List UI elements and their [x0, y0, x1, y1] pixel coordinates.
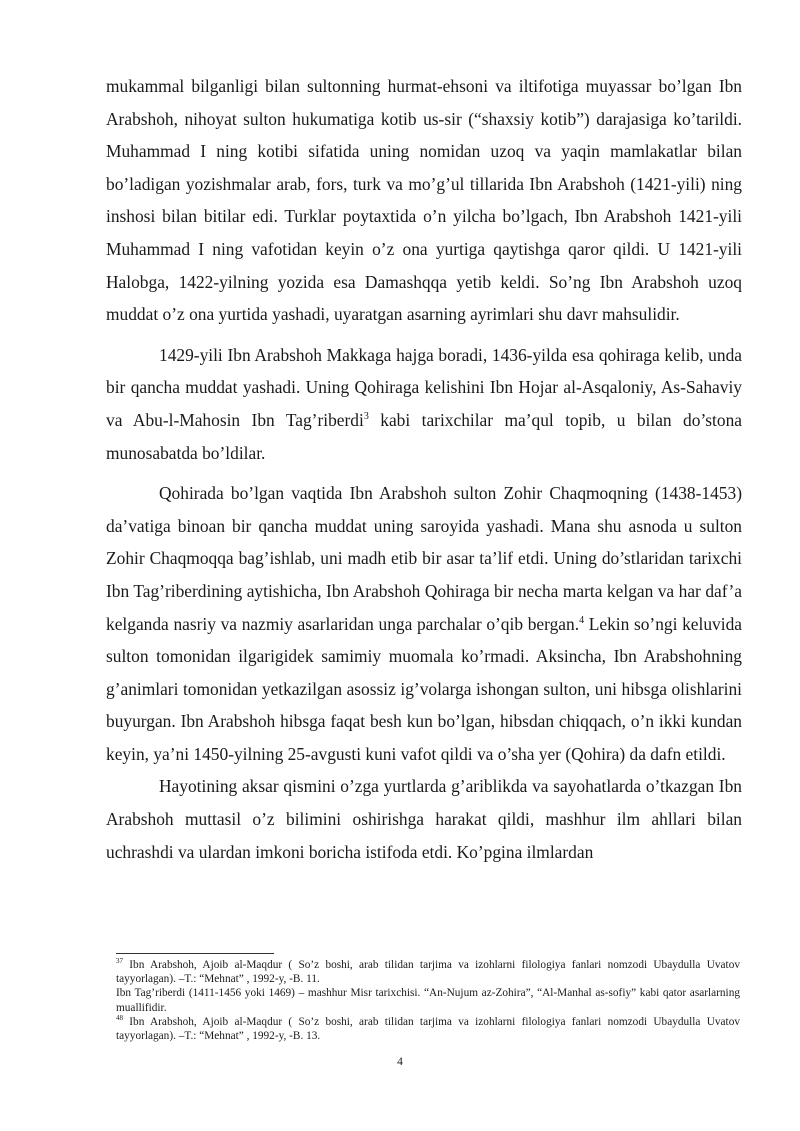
footnote-3	[116, 1015, 740, 1043]
paragraph-2	[106, 339, 742, 469]
footnote-1-text: Ibn Arabshoh, Ajoib al-Maqdur ( So’z boshi, arab tilidan tarjima va izohlarni filologiya fanlari nomzodi Ubaydulla Uvatov tayyorlagan). –T.: “Mehnat” , 1992-y, -B. 11.	[116, 959, 740, 986]
page-number: 4	[397, 1056, 403, 1068]
paragraph-1	[106, 70, 742, 331]
footnote-1-mark: 37	[116, 957, 123, 966]
footnote-3-text: Ibn Arabshoh, Ajoib al-Maqdur ( So’z boshi, arab tilidan tarjima va izohlarni filologiya fanlari nomzodi Ubaydulla Uvatov tayyorlagan). –T.: “Mehnat” , 1992-y, -B. 13.	[116, 1015, 740, 1043]
page-body	[106, 70, 742, 868]
footnote-2	[116, 986, 740, 1014]
footnote-2-text: Ibn Tag’riberdi (1411-1456 yoki 1469) – mashhur Misr tarixchisi. “An-Nujum az-Zohira”, “Al-Manhal as-sofiy” kabi qator asarlarning muallifidir.	[116, 987, 740, 1014]
paragraph-2-text-end: kabi tarixchilar ma’qul topib, u bilan do’stona munosabatda bo’ldilar.	[106, 409, 742, 463]
paragraph-1-text: mukammal bilganligi bilan sultonning hurmat-ehsoni va iltifotiga muyassar bo’lgan Ibn Arabshoh, nihoyat sulton hukumatiga kotib us-sir (“shaxsiy kotib”) darajasiga ko’tarildi. Muhammad I ning kotibi sifatida uning nomidan uzoq va yaqin mamlakatlar bilan bo’ladigan yozishmalar arab, fors, turk va mo’g’ul tillarida Ibn Arabshoh (1421-yili) ning inshosi bilan bitilar edi. Turklar poytaxtida o’n yilcha bo’lgach, Ibn Arabshoh 1421-yili Muhammad I ning vafotidan keyin o’z ona yurtiga qaytishga qaror qildi. U 1421-yili Halobga, 1422-yilning yozida esa Damashqqa yetib keldi. So’ng Ibn Arabshoh uzoq muddat o’z ona yurtida yashadi, uyaratgan asarning ayrimlari shu davr mahsulidir.	[106, 76, 742, 325]
paragraph-3-text: Qohirada bo’lgan vaqtida Ibn Arabshoh sulton Zohir Chaqmoqning (1438-1453) da’vatiga binoan bir qancha muddat uning saroyida yashadi. Mana shu asnoda u sulton Zohir Chaqmoqqa bag’ishlab, uni madh etib bir asar ta’lif etdi. Uning do’stlaridan tarixchi Ibn Tag’riberdining aytishicha, Ibn Arabshoh Qohiraga bir necha marta kelgan va har daf’a kelganda nasriy va nazmiy asarlaridan unga parchalar o’qib bergan.	[106, 483, 742, 634]
footnote-ref-3[interactable]: 3	[363, 411, 369, 423]
footnote-1	[116, 958, 740, 986]
paragraph-3	[106, 477, 742, 770]
footnote-3-mark: 48	[116, 1014, 123, 1023]
footnote-separator	[116, 953, 274, 954]
paragraph-2-text: 1429-yili Ibn Arabshoh Makkaga hajga boradi, 1436-yilda esa qohiraga kelib, unda bir qancha muddat yashadi. Uning Qohiraga kelishini Ibn Hojar al-Asqaloniy, As-Sahaviy va Abu-l-Mahosin Ibn Tag’riberdi	[106, 344, 742, 430]
footnotes	[116, 953, 740, 1043]
paragraph-3-text-end: Lekin so’ngi keluvida sulton tomonidan ilgarigidek samimiy muomala ko’rmadi. Aksincha, Ibn Arabshohning g’animlari tomonidan yetkazilgan asossiz ig’volarga ishongan sulton, uni hibsga olishlarini buyurgan. Ibn Arabshoh hibsga faqat besh kun bo’lgan, hibsdan chiqqach, o’n ikki kundan keyin, ya’ni 1450-yilning 25-avgusti kuni vafot qildi va o’sha yer (Qohira) da dafn etildi.	[106, 613, 742, 764]
footnote-ref-4[interactable]: 4	[579, 614, 585, 626]
paragraph-4-text: Hayotining aksar qismini o’zga yurtlarda g’ariblikda va sayohatlarda o’tkazgan Ibn Arabshoh muttasil o’z bilimini oshirishga harakat qildi, mashhur ilm ahllari bilan uchrashdi va ulardan imkoni boricha istifoda etdi. Ko’pgina ilmlardan	[106, 776, 742, 862]
paragraph-4	[106, 770, 742, 868]
